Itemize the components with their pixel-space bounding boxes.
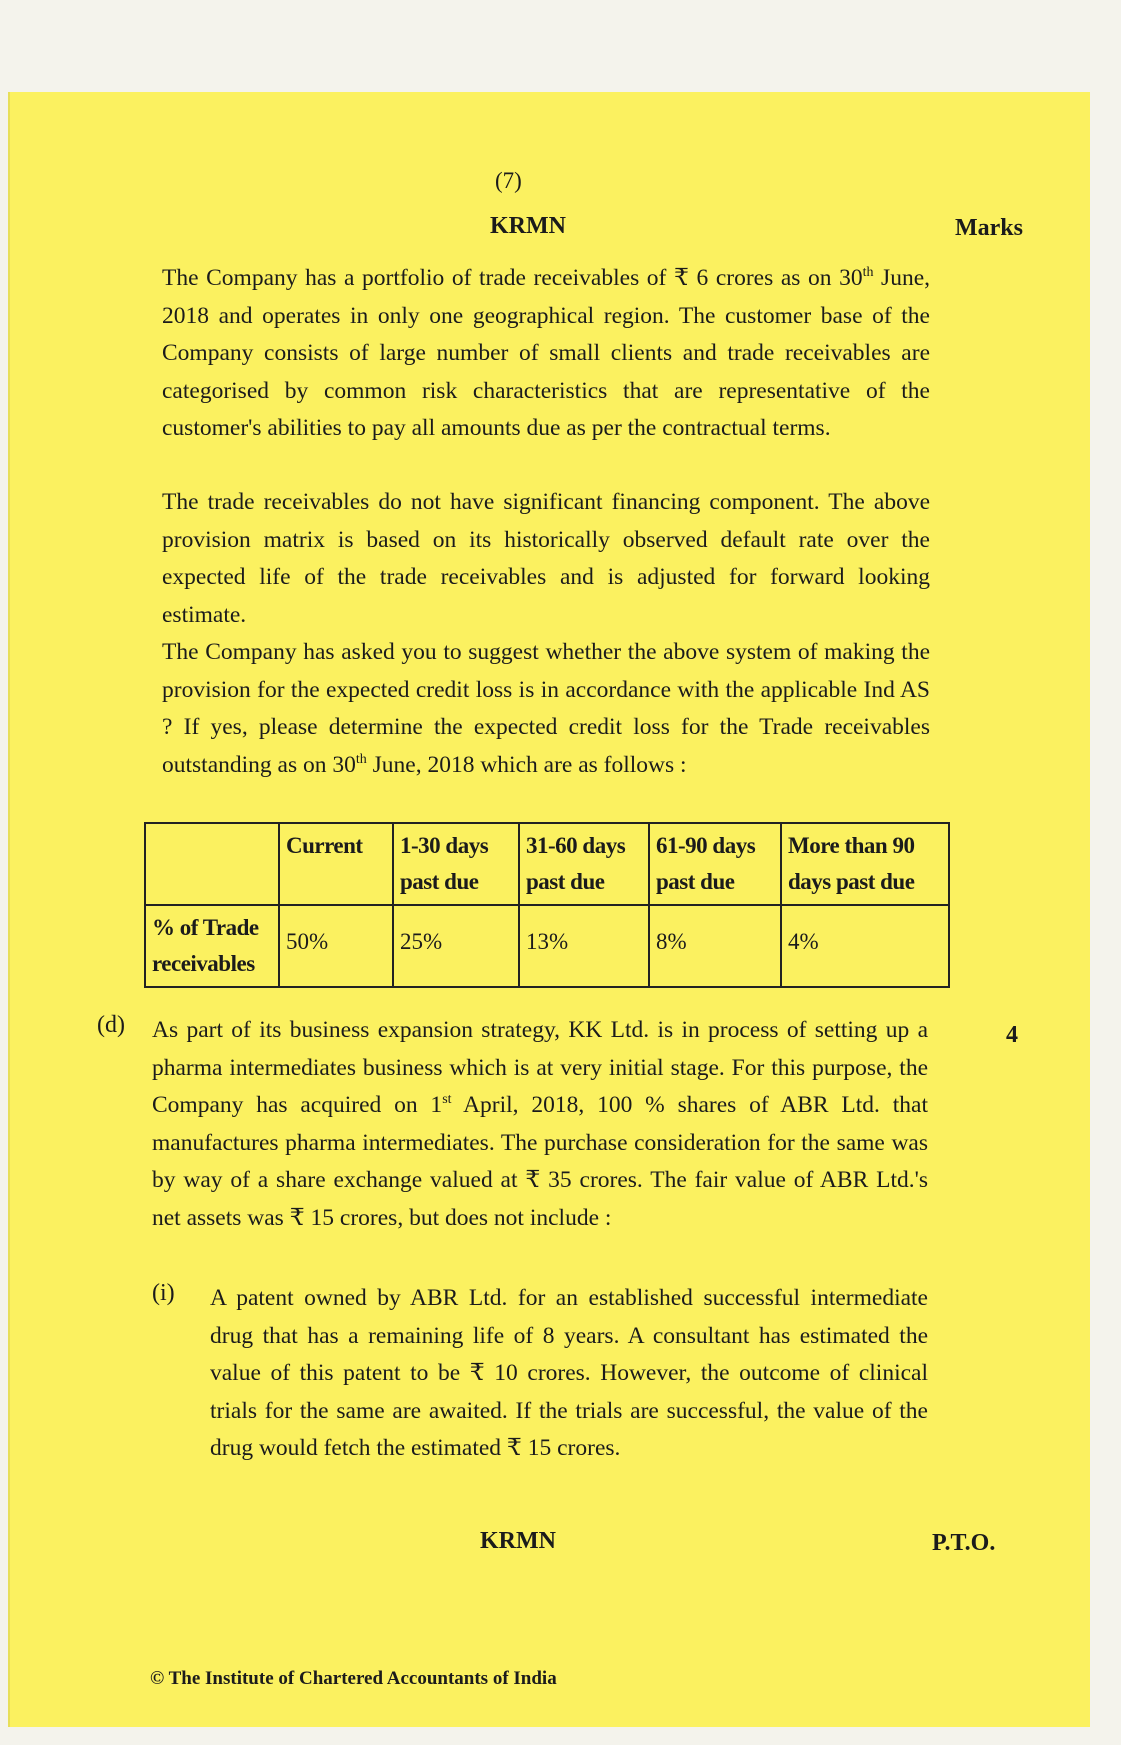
table-header-cell: 31-60 days past due: [519, 823, 649, 905]
table-cell: 50%: [279, 905, 393, 987]
paragraph-question-text: The Company has asked you to suggest whether the above system of making the provision for the expected credit loss is in accordance with the applicable Ind AS ? If yes, please determine the expected credit loss for the Trade receivables outstanding as on 30th June, 2018 which are as follows :: [162, 639, 930, 778]
table-cell: 4%: [781, 905, 949, 987]
table-cell: 25%: [393, 905, 519, 987]
question-d-marks: 4: [1006, 1022, 1018, 1048]
table-header-cell: [145, 823, 279, 905]
question-d-label: (d): [97, 1012, 125, 1038]
pto-label: P.T.O.: [932, 1530, 996, 1556]
copyright-notice: © The Institute of Chartered Accountants of India: [150, 1668, 557, 1689]
paper-code-footer: KRMN: [480, 1528, 556, 1554]
table-cell: 8%: [649, 905, 781, 987]
paragraph-question: [162, 634, 930, 784]
paragraph-financing-text: The trade receivables do not have significant financing component. The above provision matrix is based on its historically observed default rate over the expected life of the trade receivables and is adjusted for forward looking estimate.: [162, 489, 930, 628]
paper-code-header: KRMN: [490, 213, 566, 239]
paragraph-portfolio-text: The Company has a portfolio of trade receivables of ₹ 6 crores as on 30th June, 2018 and operates in only one geographical region. The customer base of the Company consists of large number of small clients and trade receivables are categorised by common risk characteristics that are representative of the customer's abilities to pay all amounts due as per the contractual terms.: [162, 265, 931, 441]
table-row-label: % of Trade receivables: [145, 905, 279, 987]
paragraph-portfolio: [162, 260, 930, 448]
table-header-cell: 61-90 days past due: [649, 823, 781, 905]
table-cell: 13%: [519, 905, 649, 987]
receivables-table: [144, 822, 950, 988]
page-number: (7): [495, 168, 522, 193]
question-d-text: As part of its business expansion strategy, KK Ltd. is in process of setting up a pharma intermediates business which is at very initial stage. For this purpose, the Company has acquired on 1st April, 2018, 100 % shares of ABR Ltd. that manufactures pharma intermediates. The purchase consideration for the same was by way of a share exchange valued at ₹ 35 crores. The fair value of ABR Ltd.'s net assets was ₹ 15 crores, but does not include :: [152, 1017, 928, 1231]
table-header-cell: Current: [279, 823, 393, 905]
table-header-row: [145, 823, 949, 905]
table-header-cell: 1-30 days past due: [393, 823, 519, 905]
table-row: [145, 905, 949, 987]
item-i-label: (i): [152, 1280, 175, 1306]
marks-column-label: Marks: [955, 215, 1023, 241]
paragraph-financing: [162, 484, 930, 634]
table-header-cell: More than 90 days past due: [781, 823, 949, 905]
item-i-text: A patent owned by ABR Ltd. for an established successful intermediate drug that has a remaining life of 8 years. A consultant has estimated the value of this patent to be ₹ 10 crores. However, the outcome of clinical trials for the same are awaited. If the trials are successful, the value of the drug would fetch the estimated ₹ 15 crores.: [210, 1285, 928, 1461]
